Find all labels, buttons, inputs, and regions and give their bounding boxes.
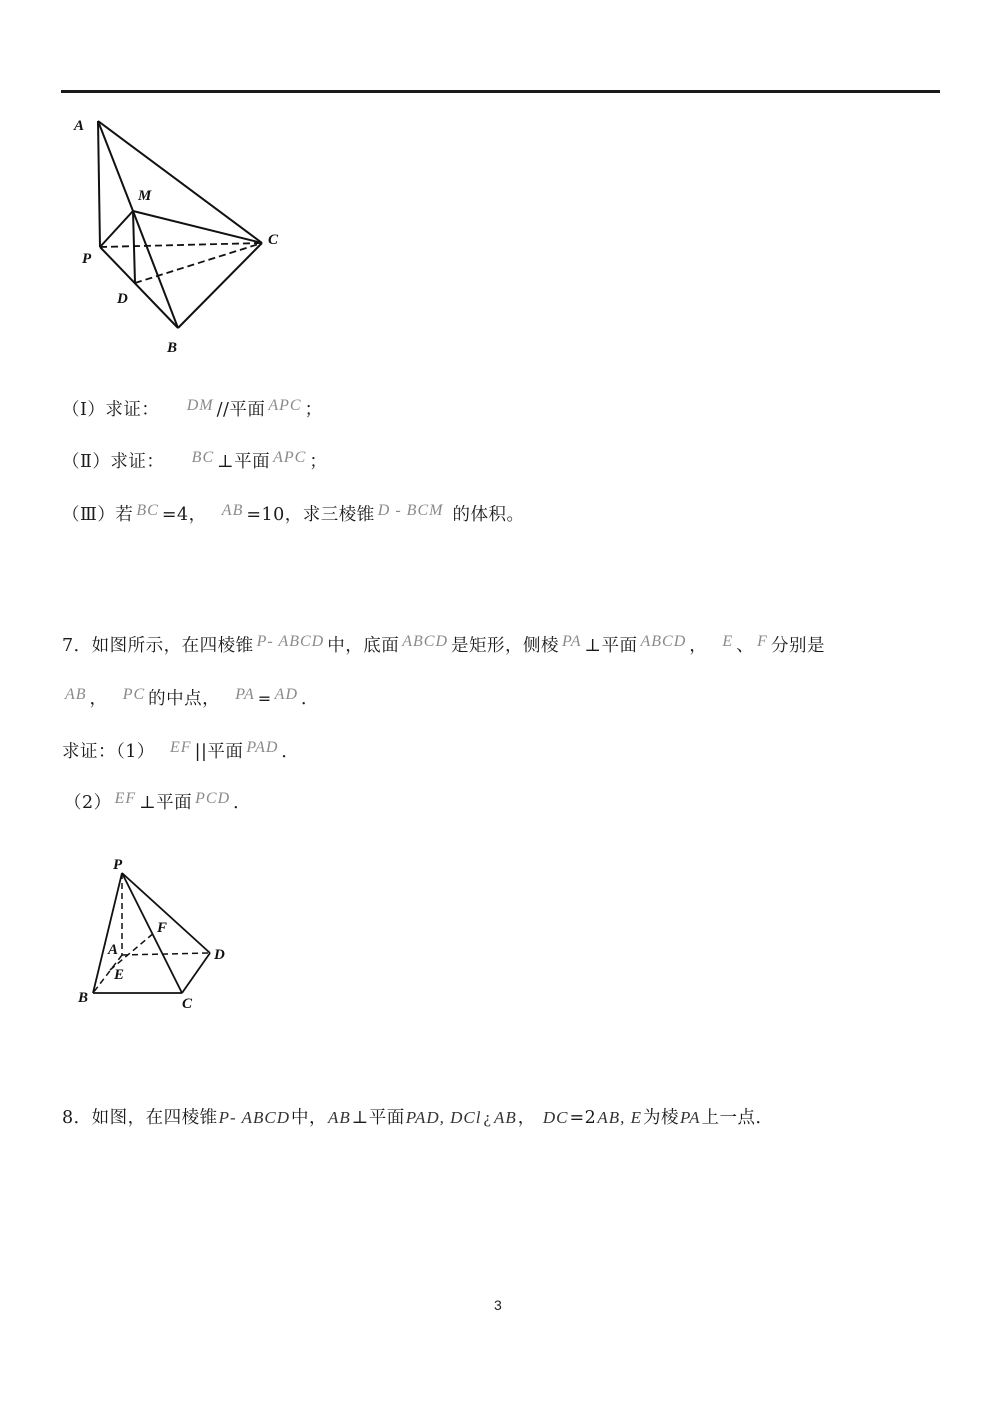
math: ABCD: [402, 633, 449, 650]
label-d: D: [117, 291, 128, 307]
text: 中，底面: [327, 636, 400, 656]
label-b: B: [78, 990, 89, 1006]
label-f: F: [157, 920, 168, 936]
text: //平面: [216, 400, 266, 420]
label-a: A: [108, 942, 119, 958]
math: D - BCM: [377, 502, 444, 519]
text: （2）: [64, 793, 112, 813]
text: ⊥平面: [139, 793, 193, 813]
math: PA: [235, 686, 255, 703]
math: AB: [494, 1108, 517, 1127]
text: 、: [736, 636, 755, 656]
text: （Ⅱ）求证：: [62, 452, 165, 472]
text: 为棱: [642, 1108, 679, 1128]
text: ⊥平面: [584, 636, 638, 656]
math: BC: [136, 502, 159, 519]
label-b: B: [167, 340, 178, 356]
text: ．: [281, 742, 300, 762]
text: 8．如图，在四棱锥: [62, 1108, 218, 1128]
math: P- ABCD: [218, 1108, 291, 1127]
text: ||平面: [194, 742, 244, 762]
unknown-glyph: ¿: [483, 1108, 493, 1127]
label-c: C: [268, 232, 279, 248]
text: （Ⅲ）若: [62, 505, 134, 525]
text: ⊥平面: [217, 452, 271, 472]
label-c: C: [182, 996, 193, 1012]
text: 7．如图所示，在四棱锥: [62, 636, 254, 656]
math: PA: [562, 633, 582, 650]
math: PA: [679, 1108, 701, 1127]
q8-line1: [62, 1106, 774, 1130]
text: ⊥平面: [351, 1108, 405, 1128]
math: AD: [274, 686, 298, 703]
label-d: D: [214, 947, 225, 963]
math: EF: [170, 739, 192, 756]
text: =4，: [161, 505, 207, 525]
text: 的体积。: [446, 505, 525, 525]
text: 是矩形，侧棱: [451, 636, 560, 656]
text: 求证：（1）: [62, 742, 155, 762]
text: ．: [233, 793, 252, 813]
math: PAD, DCl: [405, 1108, 482, 1127]
math: ABCD: [640, 633, 687, 650]
math: AB, E: [597, 1108, 642, 1127]
text: （Ⅰ）求证：: [62, 400, 160, 420]
math: F: [757, 633, 768, 650]
text: 分别是: [770, 636, 825, 656]
text: ；: [309, 452, 328, 472]
math: PC: [122, 686, 146, 703]
text: ，: [517, 1108, 536, 1128]
text: =10，求三棱锥: [246, 505, 375, 525]
math: DC: [542, 1108, 569, 1127]
math: APC: [268, 397, 302, 414]
math: BC: [191, 449, 215, 466]
math: AB: [328, 1108, 351, 1127]
math: AB: [65, 686, 87, 703]
page-number: 3: [494, 1297, 502, 1313]
text: ．: [301, 689, 319, 709]
math: PCD: [195, 790, 231, 807]
math: DM: [186, 397, 214, 414]
text: =2: [569, 1108, 597, 1128]
text: =: [257, 689, 272, 708]
label-p: P: [113, 857, 123, 873]
math: EF: [114, 790, 137, 807]
math: E: [722, 633, 734, 650]
math: P- ABCD: [256, 633, 325, 650]
label-p: P: [82, 251, 92, 267]
math: APC: [273, 449, 307, 466]
text: 的中点，: [148, 689, 221, 709]
math: PAD: [246, 739, 279, 756]
label-m: M: [138, 188, 152, 204]
label-a: A: [74, 118, 85, 134]
label-e: E: [114, 967, 125, 983]
math: AB: [221, 502, 244, 519]
text: ，: [689, 636, 708, 656]
text: 上一点．: [701, 1108, 774, 1128]
text: ；: [304, 400, 323, 420]
text: ，: [89, 689, 108, 709]
text: 中，: [291, 1108, 328, 1128]
